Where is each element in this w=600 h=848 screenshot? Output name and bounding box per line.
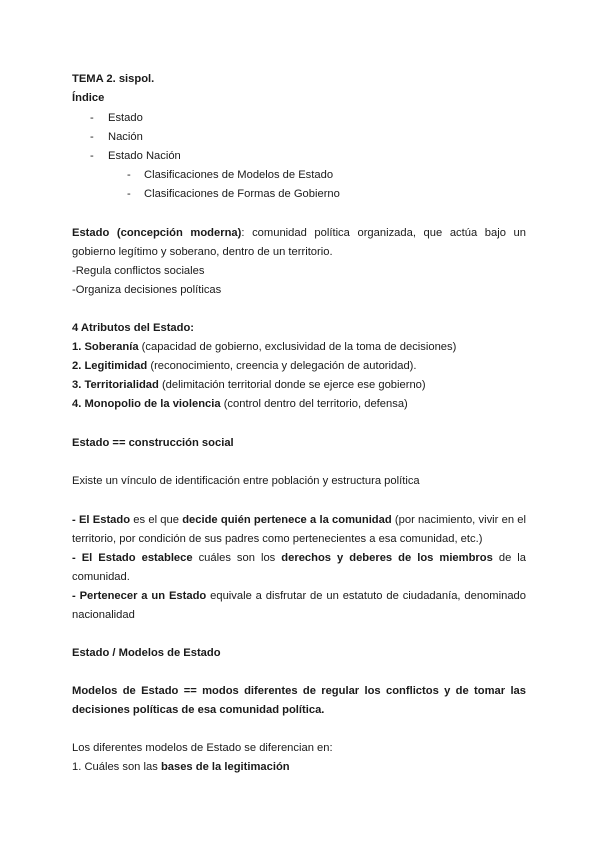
attribute-item	[72, 359, 417, 373]
index-item: Estado	[108, 112, 143, 124]
definition-line: gobierno legítimo y soberano, dentro de un territorio.	[72, 246, 333, 258]
attributes-heading: 4 Atributos del Estado:	[72, 322, 195, 334]
attribute-desc: (capacidad de gobierno, exclusividad de la toma de decisiones)	[138, 341, 457, 353]
definition-term: Estado (concepción moderna)	[72, 227, 242, 239]
social-paragraph-line: comunidad.	[72, 571, 130, 583]
list-bullet: -	[90, 131, 94, 143]
list-bullet: -	[90, 150, 94, 162]
attribute-desc: (reconocimiento, creencia y delegación de autoridad).	[147, 360, 417, 372]
models-item	[72, 760, 290, 774]
social-paragraph-line	[72, 513, 526, 527]
definition-line	[72, 226, 526, 240]
bold-text: derechos y deberes de los miembros	[281, 552, 493, 564]
attribute-number: 4.	[72, 398, 85, 410]
attribute-desc: (control dentro del territorio, defensa)	[220, 398, 408, 410]
social-paragraph-line: territorio, por condición de sus padres como pertenecientes a esa comunidad, etc.)	[72, 533, 483, 545]
attribute-name: Territorialidad	[84, 379, 159, 391]
text: cuáles son los	[192, 552, 282, 564]
attribute-desc: (delimitación territorial donde se ejerce ese gobierno)	[158, 379, 426, 391]
social-paragraph-line	[72, 589, 526, 603]
bold-text: - El Estado establece	[72, 552, 193, 564]
attribute-name: Soberanía	[84, 341, 139, 353]
document-title: TEMA 2. sispol.	[72, 73, 155, 85]
bold-text: - Pertenecer a un Estado	[72, 590, 207, 602]
text: equivale a disfrutar de un estatuto de ciudadanía, denominado	[206, 590, 526, 602]
index-heading: Índice	[72, 92, 105, 104]
list-bullet: -	[127, 169, 131, 181]
definition-point: -Regula conflictos sociales	[72, 265, 205, 277]
social-paragraph-line: nacionalidad	[72, 609, 135, 621]
models-heading: Estado / Modelos de Estado	[72, 647, 221, 659]
index-subitem: Clasificaciones de Formas de Gobierno	[144, 188, 340, 200]
bold-text: bases de la legitimación	[160, 761, 290, 773]
social-heading: Estado == construcción social	[72, 437, 234, 449]
definition-text: : comunidad política organizada, que actúa bajo un	[241, 227, 526, 239]
attribute-name: Legitimidad	[84, 360, 148, 372]
attribute-number: 1.	[72, 341, 85, 353]
definition-point: -Organiza decisiones políticas	[72, 284, 222, 296]
attribute-name: Monopolio de la violencia	[84, 398, 221, 410]
social-paragraph-line	[72, 551, 526, 565]
text: es el que	[130, 514, 183, 526]
attribute-item	[72, 378, 426, 392]
bold-text: - El Estado	[72, 514, 131, 526]
models-definition-line: Modelos de Estado == modos diferentes de regular los conflictos y de tomar las	[72, 685, 526, 697]
models-definition-line: decisiones políticas de esa comunidad política.	[72, 704, 325, 716]
text: (por nacimiento, vivir en el	[391, 514, 527, 526]
index-subitem: Clasificaciones de Modelos de Estado	[144, 169, 334, 181]
list-bullet: -	[90, 112, 94, 124]
list-bullet: -	[127, 188, 131, 200]
social-intro: Existe un vínculo de identificación entre población y estructura política	[72, 475, 420, 487]
attribute-number: 3.	[72, 379, 85, 391]
bold-text: decide quién pertenece a la comunidad	[182, 514, 392, 526]
attribute-item	[72, 397, 408, 411]
index-item: Estado Nación	[108, 150, 181, 162]
attribute-number: 2.	[72, 360, 85, 372]
attribute-item	[72, 340, 456, 354]
text: de la	[492, 552, 526, 564]
text: 1. Cuáles son las	[72, 761, 161, 773]
models-intro: Los diferentes modelos de Estado se diferencian en:	[72, 742, 333, 754]
index-item: Nación	[108, 131, 143, 143]
